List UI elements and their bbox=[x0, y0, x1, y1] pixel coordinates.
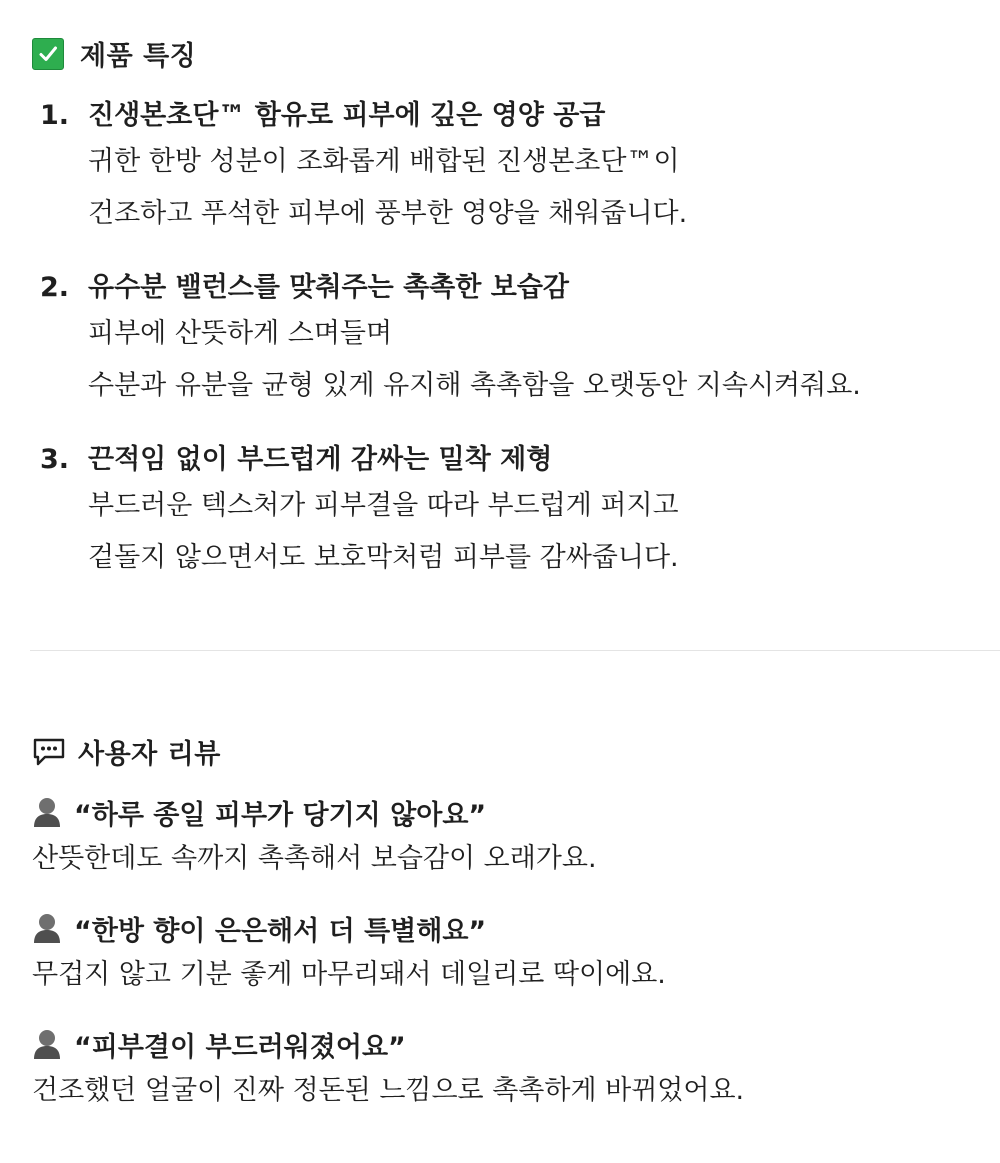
reviews-title-text: 사용자 리뷰 bbox=[78, 739, 221, 770]
review-body: 산뜻한데도 속까지 촉촉해서 보습감이 오래가요. bbox=[32, 843, 597, 874]
review-quote bbox=[32, 790, 992, 834]
person-icon bbox=[32, 1028, 62, 1060]
feature-item bbox=[40, 268, 990, 412]
feature-heading bbox=[40, 440, 990, 480]
review-item bbox=[32, 1022, 992, 1116]
feature-item bbox=[40, 96, 990, 240]
features-title-text: 제품 특징 bbox=[80, 41, 197, 72]
feature-heading-text: 유수분 밸런스를 맞춰주는 촉촉한 보습감 bbox=[88, 272, 569, 303]
check-mark-box-icon bbox=[32, 38, 64, 70]
person-icon bbox=[32, 912, 62, 944]
speech-bubble-icon bbox=[32, 737, 66, 767]
feature-description-line: 귀한 한방 성분이 조화롭게 배합된 진생본초단™이 bbox=[88, 146, 680, 177]
reviews-section-title bbox=[32, 732, 221, 771]
review-body: 건조했던 얼굴이 진짜 정돈된 느낌으로 촉촉하게 바뀌었어요. bbox=[32, 1075, 745, 1106]
feature-number: 1. bbox=[40, 100, 70, 131]
feature-heading bbox=[40, 268, 990, 308]
review-quote-text: “한방 향이 은은해서 더 특별해요” bbox=[74, 915, 487, 947]
person-icon bbox=[32, 796, 62, 828]
review-item bbox=[32, 906, 992, 1000]
review-quote bbox=[32, 906, 992, 950]
features-section-title bbox=[32, 34, 196, 73]
feature-list bbox=[40, 96, 990, 612]
feature-description-line: 건조하고 푸석한 피부에 풍부한 영양을 채워줍니다. bbox=[88, 198, 688, 229]
review-quote bbox=[32, 1022, 992, 1066]
feature-heading-text: 진생본초단™ 함유로 피부에 깊은 영양 공급 bbox=[88, 100, 606, 131]
review-quote-text: “하루 종일 피부가 당기지 않아요” bbox=[74, 799, 487, 831]
feature-description-line: 피부에 산뜻하게 스며들며 bbox=[88, 318, 393, 349]
feature-description-line: 겉돌지 않으면서도 보호막처럼 피부를 감싸줍니다. bbox=[88, 542, 679, 573]
feature-heading bbox=[40, 96, 990, 136]
feature-number: 2. bbox=[40, 272, 70, 303]
review-quote-text: “피부결이 부드러워졌어요” bbox=[74, 1031, 406, 1063]
feature-item bbox=[40, 440, 990, 584]
feature-description-line: 수분과 유분을 균형 있게 유지해 촉촉함을 오랫동안 지속시켜줘요. bbox=[88, 370, 861, 401]
feature-heading-text: 끈적임 없이 부드럽게 감싸는 밀착 제형 bbox=[88, 444, 553, 475]
review-body: 무겁지 않고 기분 좋게 마무리돼서 데일리로 딱이에요. bbox=[32, 959, 666, 990]
review-item bbox=[32, 790, 992, 884]
section-divider bbox=[30, 650, 1000, 651]
review-list bbox=[32, 790, 992, 1138]
feature-number: 3. bbox=[40, 444, 70, 475]
feature-description-line: 부드러운 텍스처가 피부결을 따라 부드럽게 퍼지고 bbox=[88, 490, 679, 521]
